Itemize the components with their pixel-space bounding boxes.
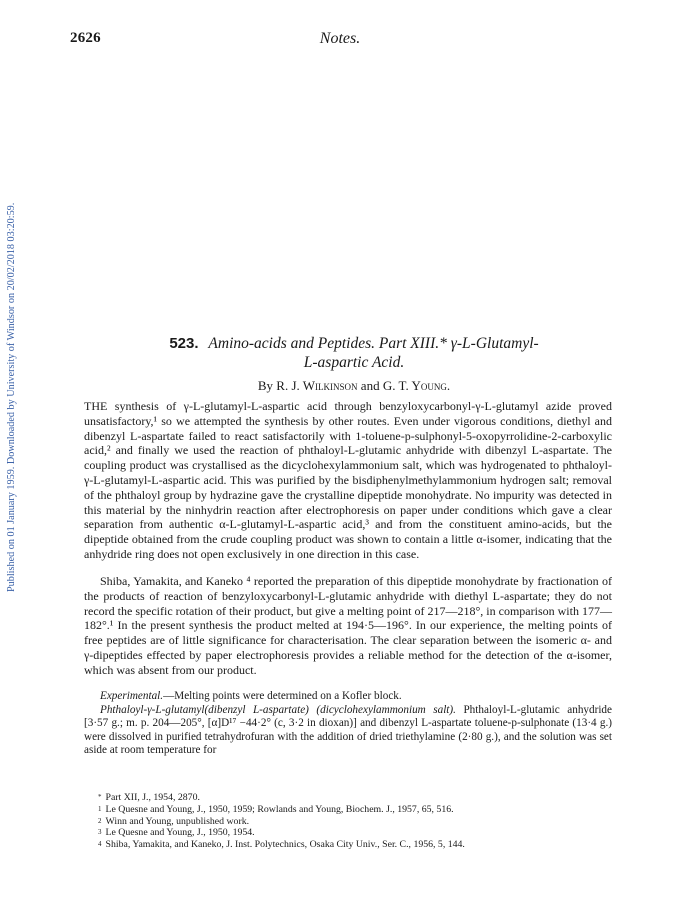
footnote-mark: 1 bbox=[98, 804, 102, 813]
author-1: R. J. Wilkinson bbox=[276, 378, 358, 393]
article-number: 523. bbox=[169, 335, 199, 352]
running-title: Notes. bbox=[319, 30, 361, 47]
byline bbox=[84, 378, 624, 394]
discussion-section bbox=[84, 574, 612, 678]
experimental-heading: Experimental. bbox=[100, 690, 164, 702]
footnote bbox=[98, 804, 618, 816]
experimental-text: —Melting points were determined on a Kofler block. bbox=[163, 690, 402, 702]
compound-heading: Phthaloyl-γ-L-glutamyl(dibenzyl L-aspartate) (dicyclohexylammonium salt). bbox=[100, 703, 456, 716]
footnote bbox=[98, 839, 618, 851]
compound-paragraph bbox=[84, 704, 612, 758]
title-line-1 bbox=[84, 334, 624, 353]
footnote-mark: 4 bbox=[98, 840, 102, 849]
footnote bbox=[98, 792, 618, 804]
page-number: 2626 bbox=[70, 30, 101, 46]
discussion-paragraph: Shiba, Yamakita, and Kaneko ⁴ reported the preparation of this dipeptide monohydrate by fractionation of the products of reaction of benzyloxycarbonyl-L-glutamic anhydride with diethyl L-aspartate; they do not record the specific rotation of their product, but give a melting point of 217—218°, in comparison with 177—182°.¹ In the present synthesis the product melted at 194·5—196°. In our experience, the melting points of free peptides are of little significance for characterisation. The clear separation between the isomeric α- and γ-dipeptides effected by paper electrophoresis provides a reliable method for the detection of the α-isomer, which was absent from our product. bbox=[84, 574, 612, 677]
article-title bbox=[84, 334, 624, 372]
footnote-text: Part XII, J., 1954, 2870. bbox=[105, 792, 200, 803]
footnote-mark: * bbox=[98, 793, 102, 801]
byline-and: and bbox=[360, 378, 380, 393]
byline-by: By bbox=[257, 378, 274, 393]
title-line-2: L-aspartic Acid. bbox=[303, 354, 405, 371]
footnotes bbox=[98, 792, 618, 851]
experimental-paragraph bbox=[84, 690, 612, 704]
experimental-section bbox=[84, 690, 612, 758]
footnote-text: Le Quesne and Young, J., 1950, 1959; Rowlands and Young, Biochem. J., 1957, 65, 516. bbox=[105, 803, 454, 815]
intro-section bbox=[84, 399, 612, 562]
download-stamp-text: Published on 01 January 1959. Downloaded by University of Windsor on 20/02/2018 03:20:59. bbox=[6, 202, 17, 592]
footnote-text: Winn and Young, unpublished work. bbox=[105, 815, 250, 827]
footnote-mark: 3 bbox=[98, 828, 102, 837]
compound-text: Phthaloyl-L-glutamic anhydride [3·57 g.; m. p. 204—205°, [α]D¹⁷ −44·2° (c, 3·2 in dioxan)] and dibenzyl L-aspartate toluene-p-sulphonate (13·4 g.) were dissolved in purified tetrahydrofuran with the addition of dried triethylamine (2·80 g.), and the solution was set aside at room temperature for bbox=[84, 703, 612, 756]
intro-paragraph: THE synthesis of γ-L-glutamyl-L-aspartic acid through benzyloxycarbonyl-γ-L-glutamyl azide proved unsatisfactory,¹ so we attempted the synthesis by other routes. Even under vigorous conditions, diethyl and dibenzyl L-aspartate failed to react satisfactorily with 1-toluene-p-sulphonyl-5-oxopyrrolidine-2-carboxylic acid,² and finally we used the reaction of phthaloyl-L-glutamic anhydride with dibenzyl L-aspartate. The coupling product was crystallised as the dicyclohexylammonium salt, which was hydrogenated to phthaloyl-γ-L-glutamyl-L-aspartic acid. This was purified by the bisdiphenylmethylammonium hydrogen salt; removal of the phthaloyl group by hydrazine gave the crystalline dipeptide monohydrate. No impurity was detected in this material by the ninhydrin reaction after electrophoresis on paper under conditions which gave a clear separation from authentic α-L-glutamyl-L-aspartic acid,³ and from the constituent amino-acids, but the dipeptide obtained from the crude coupling product was shown to contain a little α-isomer, indicating that the anhydride ring does not open exclusively in one direction in this case. bbox=[84, 399, 612, 561]
footnote-text: Le Quesne and Young, J., 1950, 1954. bbox=[105, 827, 255, 839]
footnote bbox=[98, 827, 618, 839]
title-compound-start: γ-L-Glutamyl- bbox=[450, 335, 539, 352]
title-series: Amino-acids and Peptides. Part XIII.* bbox=[208, 335, 447, 352]
author-2: G. T. Young. bbox=[382, 378, 451, 393]
download-stamp bbox=[2, 152, 28, 592]
footnote bbox=[98, 816, 618, 828]
footnote-mark: 2 bbox=[98, 816, 102, 825]
footnote-text: Shiba, Yamakita, and Kaneko, J. Inst. Polytechnics, Osaka City Univ., Ser. C., 1956, 5, 144. bbox=[105, 839, 465, 851]
